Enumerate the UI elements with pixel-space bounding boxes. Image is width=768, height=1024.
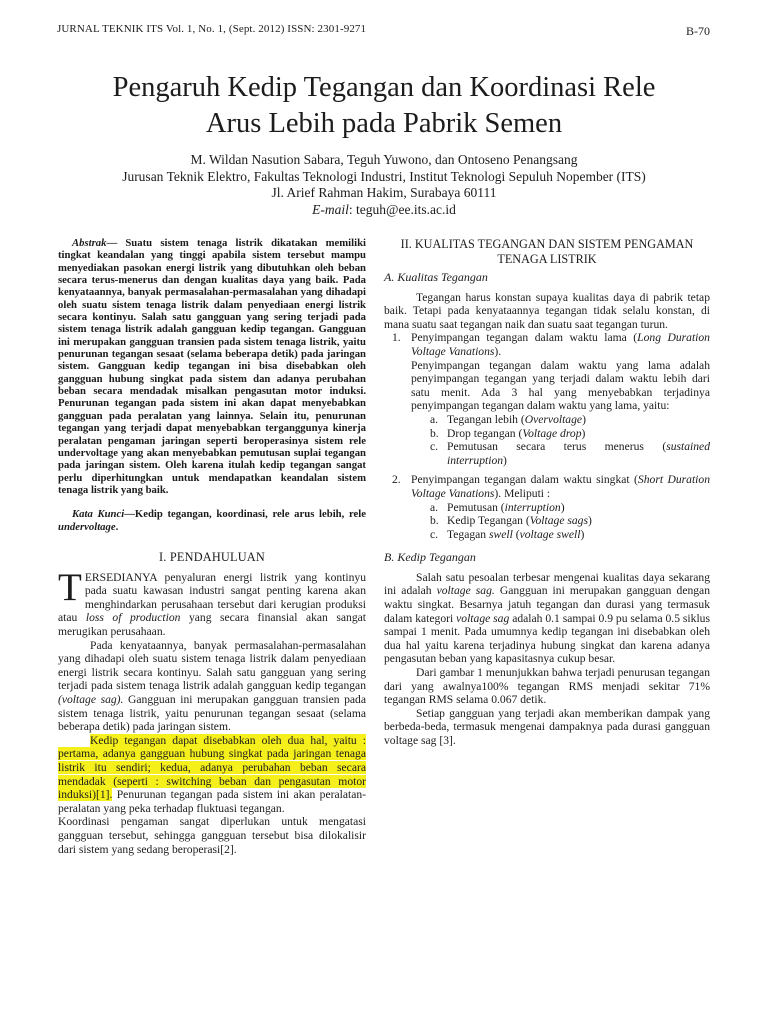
sub-text: Pemutusan secara terus menerus (	[447, 440, 667, 454]
keywords	[58, 508, 366, 533]
sub-text-end: )	[580, 527, 585, 541]
sub-text-end: )	[503, 453, 507, 467]
kedip-p1-text-c: adalah 0.1 sampai 0.9 pu selama 0.5 siklus sampai 1 menit. Pada umumnya kedip tegangan ini disebabkan oleh dua hal yaitu karena terjadinya hubung singkat dan karena adanya pengasutan beban yang kapasitasnya cukup besar.	[384, 611, 710, 666]
sub-text: Tegangan lebih (	[447, 412, 525, 426]
left-column	[58, 237, 366, 856]
sub-text-end: )	[581, 426, 586, 440]
sub-text: Kedip Tegangan (	[447, 514, 530, 528]
right-column	[384, 237, 710, 748]
page-number: B-70	[686, 24, 710, 38]
sub-item-1a	[384, 413, 710, 427]
sub-item-2b	[384, 514, 710, 528]
title-line-1: Pengaruh Kedip Tegangan dan Koordinasi Rele	[112, 72, 656, 103]
email-address: : teguh@ee.its.ac.id	[348, 201, 456, 217]
sub-italic: Overvoltage	[524, 412, 583, 426]
item2-text-a: Penyimpangan tegangan dalam waktu singkat (	[411, 473, 638, 487]
sub-italic: Voltage sags	[529, 514, 588, 528]
list-item-2	[384, 473, 710, 500]
sub-text-end: )	[582, 412, 586, 426]
intro-p1-text-a: ERSEDIANYA penyaluran energi listrik yang kontinyu pada suatu kawasan industri sangat penting karena akan menghindarkan perusahaan tersebut dari kerugian produksi atau	[58, 570, 366, 625]
intro-paragraph-2	[58, 639, 366, 734]
item1-text-a: Penyimpangan tegangan dalam waktu lama (	[411, 331, 638, 345]
item1-text-b: ).	[494, 344, 502, 358]
sub-item-1b	[384, 427, 710, 441]
kedip-p1-italic-2: voltage sag	[456, 611, 510, 625]
sub-letter: a.	[430, 412, 439, 426]
intro-p3-text-b: Penurunan tegangan pada sistem ini akan peralatan-peralatan yang peka terhadap fluktuasi tegangan.	[58, 788, 366, 815]
sub-text-end: )	[560, 500, 565, 514]
intro-p2-text-a: Pada kenyataannya, banyak permasalahan-permasalahan yang dihadapi oleh suatu sistem tenaga listrik dalam penyediaan energi listrik secara kontinyu. Salah satu gangguan yang sering terjadi pada sistem tenaga listrik adalah gangguan kedip tegangan	[58, 638, 366, 693]
sub-letter: b.	[430, 514, 439, 528]
section-heading-kualitas	[384, 237, 710, 266]
item2-text-b: ). Meliputi :	[494, 486, 551, 500]
section2-heading-line-1: II. KUALITAS TEGANGAN DAN SISTEM PENGAMAN	[400, 237, 694, 251]
highlighted-text: Kedip tegangan dapat disebabkan oleh dua hal, yaitu : pertama, adanya gangguan hubung singkat pada jaringan tenaga listrik itu sendiri; kedua, adanya perubahan beban secara mendadak (seperti : switching beban dan pengasutan motor induksi)[1].	[58, 733, 366, 802]
intro-p2-text-b: Gangguan ini merupakan gangguan transien pada sistem tenaga listrik, yaitu penurunan tegangan sesaat (selama beberapa detik) pada jaringan sistem.	[58, 692, 366, 734]
email-label: E-mail	[312, 201, 349, 217]
item1-italic: Long Duration Voltage Vanations	[411, 331, 710, 358]
keywords-italic: undervoltage	[58, 520, 116, 533]
sub-letter: c.	[430, 527, 439, 541]
sub-text-end: )	[587, 514, 592, 528]
intro-paragraph-1	[58, 565, 366, 639]
sub-italic: Voltage drop	[522, 426, 582, 440]
author-email-line	[40, 202, 728, 219]
paper-title	[40, 70, 728, 142]
kedip-paragraph-2: Dari gambar 1 menunjukkan bahwa terjadi penurusan tegangan dari yang awalnya100% tegangan RMS menjadi sekitar 71% tegangan RMS selama 0.067 detik.	[384, 666, 710, 707]
sub-text: Tegagan	[447, 527, 489, 541]
keywords-text: —Kedip tegangan, koordinasi, rele arus lebih, rele	[124, 508, 366, 521]
sub-italic-2: voltage swell	[519, 527, 581, 541]
running-header	[57, 23, 710, 39]
kualitas-paragraph: Tegangan harus konstan supaya kualitas daya di pabrik tetap baik. Tetapi pada kenyataannya tegangan tidak selalu konstan, di mana suatu saat tegangan naik dan suatu saat tegangan turun.	[384, 290, 710, 331]
subsection-heading-b: B. Kedip Tegangan	[384, 550, 476, 565]
intro-p2-italic: (voltage sag).	[58, 692, 124, 706]
sub-italic: interruption	[504, 500, 561, 514]
list-item-1	[384, 331, 710, 358]
keywords-end: .	[115, 520, 119, 533]
sub-text: Pemutusan (	[447, 500, 505, 514]
item2-italic: Short Duration Voltage Vanations	[411, 473, 710, 500]
sub-item-2c	[384, 528, 710, 542]
title-line-2: Arus Lebih pada Pabrik Semen	[205, 108, 563, 139]
sub-letter: c.	[430, 440, 439, 454]
kedip-paragraph-3: Setiap gangguan yang terjadi akan memberikan dampak yang berbeda-beda, termasuk mengenai dampaknya pada durasi gangguan voltage sag [3].	[384, 706, 710, 747]
kedip-p1-text-b: Gangguan ini merupakan gangguan dengan waktu singkat. Besarnya jatuh tegangan dan durasi yang termasuk dalam kategori	[384, 584, 711, 625]
sub-text-mid: (	[512, 527, 520, 541]
sub-letter: b.	[430, 426, 439, 440]
author-block	[40, 152, 728, 218]
list-number-2: 2.	[392, 473, 401, 487]
sub-italic: sustained interruption	[447, 440, 710, 467]
abstract-text: — Suatu sistem tenaga listrik dikatakan memiliki tingkat keandalan yang tinggi apabila sistem tersebut mampu menyediakan pasokan energi listrik yang dibutuhkan oleh beban secara terus-menerus dan dengan kualitas daya yang baik. Pada kenyataannya, banyak permasalahan-permasalahan yang dihadapi oleh suatu sistem tenaga listrik dalam penyediaan energi listrik secara kontinyu. Salah satu gangguan yang sering terjadi pada sistem tenaga listrik adalah gangguan kedip tegangan. Gangguan ini merupakan gangguan transien pada sistem tenaga listrik, yaitu penurunan tegangan sesaat (selama beberapa detik) pada jaringan sistem. Gangguan kedip tegangan ini bisa disebabkan oleh gangguan hubung singkat pada sistem dan adanya perubahan beban secara mendadak misalkan pengasutan motor induksi. Penurunan tegangan pada sistem ini akan dapat menyebabkan gangguan pada peralatan yang lainnya. Selain itu, penurunan tegangan yang terjadi dapat menyebabkan terganggunya kinerja peralatan pengaman jaringan seperti beroperasinya sistem rele undervoltage yang akan menyebabkan pemutusan suplai tegangan pada jaringan sistem. Oleh karena itulah kedip tegangan sangat perlu diperhitungkan untuk mendapatkan keandalan sistem tenaga listrik yang baik.	[58, 237, 366, 496]
sub-text: Drop tegangan (	[447, 426, 523, 440]
list-number-1: 1.	[392, 331, 401, 345]
intro-paragraph-3	[58, 734, 366, 816]
intro-p1-text-b: yang secara finansial akan sangat merugikan perusahaan.	[58, 611, 366, 638]
kedip-p1-italic: voltage sag.	[436, 584, 495, 598]
section-heading-pendahuluan: I. PENDAHULUAN	[159, 550, 265, 565]
sub-item-1c	[384, 440, 710, 467]
kedip-p1-text-a: Salah satu pesoalan terbesar mengenai kualitas daya sekarang ini adalah	[384, 570, 710, 598]
journal-citation: JURNAL TEKNIK ITS Vol. 1, No. 1, (Sept. 2012) ISSN: 2301-9271	[57, 23, 367, 35]
section2-heading-line-2: TENAGA LISTRIK	[497, 251, 597, 266]
sub-item-2a	[384, 501, 710, 515]
author-address: Jl. Arief Rahman Hakim, Surabaya 60111	[271, 185, 497, 200]
intro-paragraph-4: Koordinasi pengaman sangat diperlukan untuk mengatasi gangguan tersebut, sehingga gangguan tersebut bisa dilokalisir dari sistem yang sedang beroperasi[2].	[58, 815, 366, 856]
author-names: M. Wildan Nasution Sabara, Teguh Yuwono, dan Ontoseno Penangsang	[190, 152, 578, 167]
author-affiliation: Jurusan Teknik Elektro, Fakultas Teknologi Industri, Institut Teknologi Sepuluh Nopember (ITS)	[122, 168, 646, 184]
abstract	[58, 237, 366, 496]
drop-cap: T	[58, 565, 82, 609]
keywords-label: Kata Kunci	[72, 508, 125, 521]
kedip-paragraph-1	[384, 571, 710, 666]
subsection-heading-a: A. Kualitas Tegangan	[384, 270, 488, 284]
abstract-label: Abstrak	[72, 237, 107, 249]
intro-p1-italic: loss of production	[85, 611, 181, 625]
sub-italic: swell	[489, 527, 513, 541]
sub-letter: a.	[430, 500, 439, 514]
list-item-1-body: Penyimpangan tegangan dalam waktu yang lama adalah penyimpangan tegangan yang terjadi dalam waktu lebih dari satu menit. Ada 3 hal yang menyebabkan terjadinya penyimpangan tegangan dalam waktu yang lama, yaitu:	[411, 358, 710, 413]
